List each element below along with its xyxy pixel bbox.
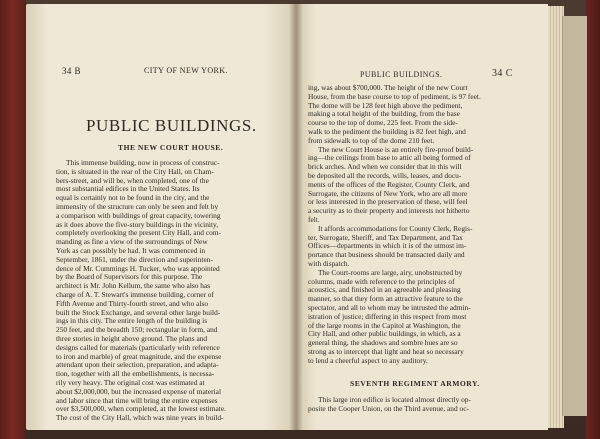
text-line: bers-street, and will be, when completed, one of the: [56, 176, 209, 185]
text-line: This immense building, now in process of construc-: [66, 159, 220, 167]
text-line: as it does above the five-story buildings in the vicinity,: [56, 220, 219, 229]
text-line: House, from the base course to top of pediment, is 97 feet.: [308, 92, 481, 101]
text-line: architect is Mr. John Kellum, the same who also has: [56, 282, 211, 291]
bookmark-slip: [562, 16, 587, 416]
text-line: ments of the offices of the Register, County Clerk, and: [308, 180, 470, 189]
text-line: completely overlooking the present City Hall, and com-: [56, 229, 222, 238]
right-running-title: PUBLIC BUILDINGS.: [360, 70, 443, 79]
text-line: a comparison with buildings of great capacity, towering: [56, 211, 221, 220]
left-page-number: 34 B: [62, 66, 81, 76]
text-line: Surrogate, the citizens of New York, who are all more: [308, 189, 468, 198]
armory-body-text: [308, 396, 542, 414]
text-line: columns, made with reference to the principles of: [308, 277, 455, 286]
text-line: about $2,000,000, but the increased expense of material: [56, 387, 222, 396]
text-line: and labor since that time will bring the entire expenses: [56, 396, 218, 405]
text-line: acoustics, and finished in an agreeable and pleasing: [308, 286, 461, 295]
text-line: spectator, and all to whom may be intrusted the admin-: [308, 303, 471, 312]
text-line: with dispatch.: [308, 259, 350, 268]
text-line: dence of Mr. Cummings H. Tucker, who was appointed: [56, 264, 220, 273]
text-line: The Court-rooms are large, airy, unobstructed by: [318, 268, 463, 277]
text-line: a security as to their property and interests not hitherto: [308, 207, 470, 216]
right-page-number: 34 C: [492, 68, 513, 79]
text-line: strong as to intercept that light and heat so necessary: [308, 347, 464, 356]
text-line: making a total height of the building, from the base: [308, 110, 460, 119]
text-line: ing—the ceilings from base to attic all being formed of: [308, 154, 471, 163]
text-line: ings in this city. The entire length of the building is: [56, 317, 208, 326]
text-line: The new Court House is an entirely fire-proof build-: [318, 145, 474, 154]
text-line: built the Stock Exchange, and several other large build-: [56, 308, 221, 317]
text-line: Offices—departments in which it is of the utmost im-: [308, 242, 467, 251]
text-line: from sidewalk to top of the dome 210 feet.: [308, 136, 435, 145]
text-line: brick arches. And when we consider that in this will: [308, 163, 462, 172]
left-running-title: CITY OF NEW YORK.: [144, 66, 228, 75]
text-line: The dome will be 128 feet high above the pediment,: [308, 101, 463, 110]
text-line: course to the top of dome, 225 feet. From the side-: [308, 119, 458, 128]
text-line: ter, Surrogate, Sheriff, and Tax Department, and Tax: [308, 233, 463, 242]
text-line: portance that business should be transacted daily and: [308, 251, 465, 260]
text-line: rily very heavy. The original cost was estimated at: [56, 378, 205, 387]
text-line: City Hall, and other public buildings, in which, as a: [308, 330, 461, 339]
text-line: immensity of the structure can only be seen and felt by: [56, 202, 219, 211]
text-line: equal is certainly not to be found in the city, and the: [56, 194, 210, 203]
text-line: This large iron edifice is located almost directly op-: [318, 396, 471, 404]
text-line: to lend a cheerful aspect to any auditory.: [308, 356, 428, 365]
text-line: ing, was about $700,000. The height of the new Court: [308, 84, 468, 92]
text-line: tion, is situated in the rear of the City Hall, on Cham-: [56, 167, 214, 176]
book-gutter: [289, 4, 303, 430]
left-page: [26, 4, 296, 430]
text-line: walk to the pediment the building is 82 feet high, and: [308, 127, 466, 136]
right-body-text: [308, 84, 542, 366]
text-line: manner, so that they form an attractive feature to the: [308, 295, 463, 304]
right-page: [296, 4, 548, 430]
section-heading-court-house: THE NEW COURT HOUSE.: [118, 143, 224, 152]
text-line: istration of justice; differing in this respect from most: [308, 312, 467, 321]
text-line: manding as fine a view of the surroundings of New: [56, 238, 208, 247]
text-line: general thing, the shadows and sombre hues are so: [308, 339, 458, 348]
text-line: attendant upon their selection, preparation, and adapta-: [56, 361, 219, 370]
text-line: by the Board of Supervisors for this purpose. The: [56, 273, 203, 282]
text-line: designs called for materials (particularly with reference: [56, 343, 220, 352]
book-cover-right-edge: [586, 0, 600, 439]
text-line: of the large rooms in the Capitol at Washington, the: [308, 321, 461, 330]
text-line: York as can possibly be had. It was commenced in: [56, 246, 206, 255]
text-line: most substantial edifices in the United States. Its: [56, 185, 200, 194]
text-line: It affords accommodations for County Clerk, Regis-: [318, 224, 473, 233]
text-line: 250 feet, and the breadth 150; rectangular in form, and: [56, 326, 218, 335]
text-line: September, 1861, under the direction and superinten-: [56, 255, 213, 264]
text-line: three stories in height above ground. The plans and: [56, 334, 208, 343]
book-cover-left-edge: [0, 0, 26, 439]
section-heading-armory: SEVENTH REGIMENT ARMORY.: [350, 379, 480, 388]
left-body-text: [56, 159, 282, 423]
text-line: posite the Cooper Union, on the Third avenue, and oc-: [308, 404, 469, 413]
text-line: over $3,500,000, when completed, at the lowest estimate.: [56, 405, 226, 414]
text-line: to iron and marble) of great magnitude, and the expense: [56, 352, 222, 361]
text-line: or less interested in the preservation of these, will feel: [308, 198, 468, 207]
page-title: PUBLIC BUILDINGS.: [86, 116, 257, 135]
text-line: charge of A. T. Stewart's immense building, corner of: [56, 290, 214, 299]
text-line: Fifth Avenue and Thirty-fourth street, and who also: [56, 299, 209, 308]
text-line: tion, together with all the embellishments, is necessa-: [56, 370, 215, 379]
text-line: be deposited all the records, wills, leases, and docu-: [308, 171, 462, 180]
text-line: felt.: [308, 215, 320, 224]
text-line: The cost of the City Hall, which was nine years in build-: [56, 414, 224, 423]
